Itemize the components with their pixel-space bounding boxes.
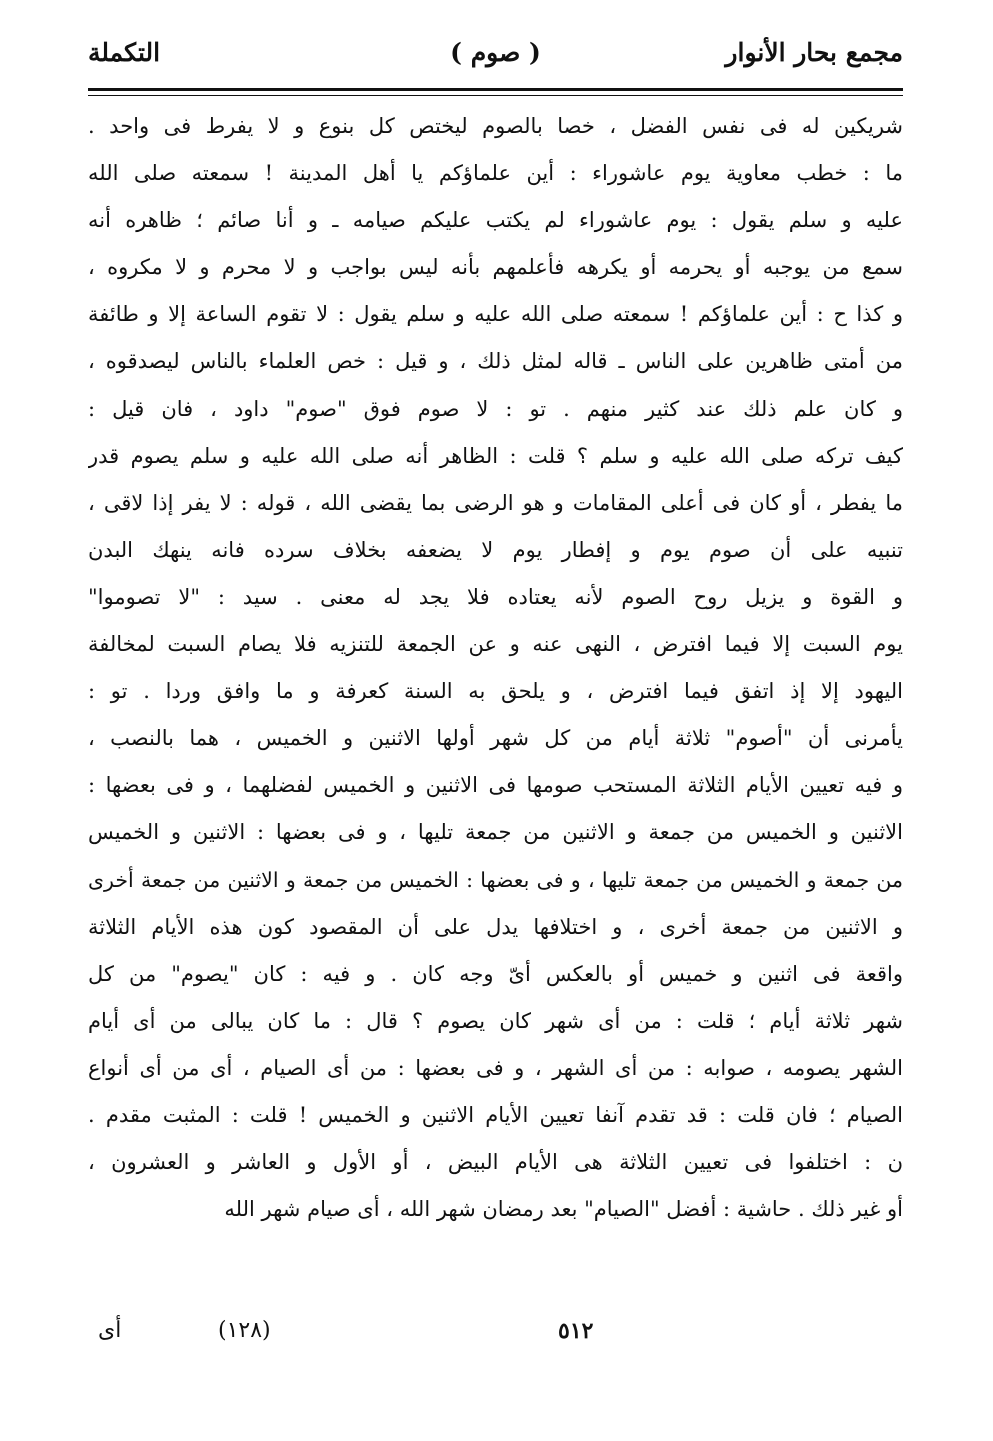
text-line: و فيه تعيين الأيام الثلاثة المستحب صومها فى الاثنين و الخميس لفضلهما ، و فى بعضها : <box>88 773 903 798</box>
text-line: من جمعة و الخميس من جمعة تليها ، و فى بعضها : الخميس من جمعة و الاثنين من جمعة أخرى <box>88 867 903 892</box>
catchword: أى <box>98 1318 122 1343</box>
text-line: ما : خطب معاوية يوم عاشوراء : أين علماؤكم يا أهل المدينة ! سمعته صلى الله <box>88 161 903 186</box>
text-line: شريكين له فى نفس الفضل ، خصا بالصوم ليختص كل بنوع و لا يفرط فى واحد . <box>88 114 903 138</box>
page-footer <box>88 1318 903 1358</box>
text-line: و كذا ح : أين علماؤكم ! سمعته صلى الله عليه و سلم يقول : لا تقوم الساعة إلا و طائفة <box>88 302 903 327</box>
header-rule-thick <box>88 88 903 91</box>
page-number: ٥١٢ <box>558 1318 594 1344</box>
header-rule-thin <box>88 95 903 96</box>
page-header <box>88 34 903 84</box>
text-line: و كان علم ذلك عند كثير منهم . تو : لا صوم فوق "صوم" داود ، فان قيل : <box>88 396 903 421</box>
text-line: الاثنين و الخميس من جمعة و الاثنين من جمعة تليها ، و فى بعضها : الاثنين و الخميس <box>88 820 903 845</box>
text-line: تنبيه على أن صوم يوم و إفطار يوم لا يضعفه بخلاف سرده فانه ينهك البدن <box>88 537 903 562</box>
text-line: الشهر يصومه ، صوابه : من أى الشهر ، و فى بعضها : من أى الصيام ، أى من أى أنواع <box>88 1055 903 1080</box>
text-line: سمع من يوجبه أو يحرمه أو يكرهه فأعلمهم بأنه ليس بواجب و لا محرم و لا مكروه ، <box>88 255 903 280</box>
sheet-number: (١٢٨) <box>218 1318 271 1343</box>
text-line: كيف تركه صلى الله عليه و سلم ؟ قلت : الظاهر أنه صلى الله عليه و سلم يصوم قدر <box>88 443 903 468</box>
text-line: أو غير ذلك . حاشية : أفضل "الصيام" بعد رمضان شهر الله ، أى صيام شهر الله <box>224 1197 903 1222</box>
text-line: اليهود إلا إذ اتفق فيما افترض ، و يلحق به السنة كعرفة و ما وافق وردا . تو : <box>88 679 903 704</box>
running-title: مجمع بحار الأنوار <box>725 38 903 67</box>
text-line: من أمتى ظاهرين على الناس ـ قاله لمثل ذلك ، و قيل : خص العلماء بالناس ليصدقوه ، <box>88 349 903 374</box>
part-title: التكملة <box>88 38 161 67</box>
text-line: و القوة و يزيل روح الصوم لأنه يعتاده فلا يجد له معنى . سيد : "لا تصوموا" <box>88 584 903 609</box>
text-line: عليه و سلم يقول : يوم عاشوراء لم يكتب عليكم صيامه ـ و أنا صائم ؛ ظاهره أنه <box>88 208 903 233</box>
text-line: يأمرنى أن "أصوم" ثلاثة أيام من كل شهر أولها الاثنين و الخميس ، هما بالنصب ، <box>88 726 903 751</box>
text-line: واقعة فى اثنين و خميس أو بالعكس أىّ وجه كان . و فيه : كان "يصوم" من كل <box>88 961 903 986</box>
section-heading: ( صوم ) <box>450 38 541 67</box>
text-line: و الاثنين من جمعة أخرى ، و اختلافها يدل على أن المقصود كون هذه الأيام الثلاثة <box>88 914 903 939</box>
text-line: يوم السبت إلا فيما افترض ، النهى عنه و عن الجمعة للتنزيه فلا يصام السبت لمخالفة <box>88 632 903 657</box>
text-line: شهر ثلاثة أيام ؛ قلت : من أى شهر كان يصوم ؟ قال : ما كان يبالى من أى أيام <box>88 1008 903 1033</box>
text-line: الصيام ؛ فان قلت : قد تقدم آنفا تعيين الأيام الاثنين و الخميس ! قلت : المثبت مقدم . <box>88 1102 903 1127</box>
body-text <box>88 103 903 1233</box>
text-line: ن : اختلفوا فى تعيين الثلاثة هى الأيام البيض ، أو الأول و العاشر و العشرون ، <box>88 1150 903 1175</box>
text-line: ما يفطر ، أو كان فى أعلى المقامات و هو الرضى بما يقضى الله ، قوله : لا يفر إذا لاقى ، <box>88 490 903 515</box>
